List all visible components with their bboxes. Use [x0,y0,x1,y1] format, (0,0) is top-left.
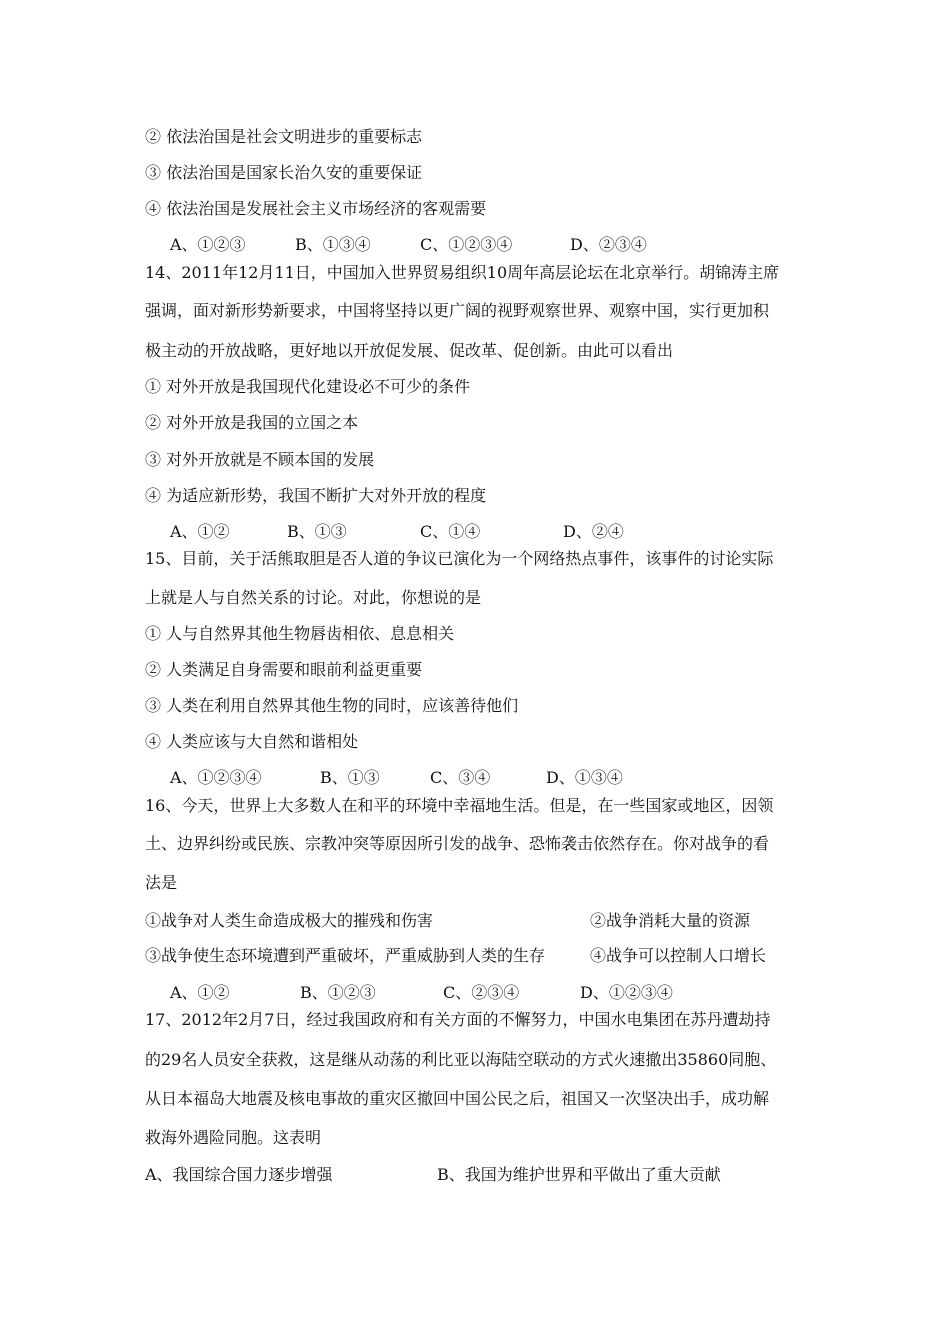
q13-item-2: ② 依法治国是社会文明进步的重要标志 [145,127,423,146]
q15-option-d: D、①③④ [546,768,623,787]
q14-item-3: ③ 对外开放就是不顾本国的发展 [145,450,375,469]
q13-option-b: B、①③④ [295,235,371,254]
q14-stem-line-3: 极主动的开放战略，更好地以开放促发展、促改革、促创新。由此可以看出 [145,341,674,360]
q14-option-b: B、①③ [287,522,347,541]
q15-option-b: B、①③ [320,768,380,787]
q13-option-d: D、②③④ [570,235,647,254]
q15-item-3: ③ 人类在利用自然界其他生物的同时，应该善待他们 [145,696,519,715]
q14-option-c: C、①④ [420,522,481,541]
q16-stem-line-1: 16、今天，世界上大多数人在和平的环境中幸福地生活。但是，在一些国家或地区，因领 [145,796,774,815]
q14-option-a: A、①② [170,522,230,541]
q15-item-1: ① 人与自然界其他生物唇齿相依、息息相关 [145,624,455,643]
q16-item-4: ④战争可以控制人口增长 [590,946,767,965]
q17-stem-line-4: 救海外遇险同胞。这表明 [145,1128,322,1147]
q14-option-d: D、②④ [563,522,624,541]
q14-item-2: ② 对外开放是我国的立国之本 [145,413,359,432]
q16-item-1: ①战争对人类生命造成极大的摧残和伤害 [145,911,434,930]
q16-option-c: C、②③④ [443,983,520,1002]
q13-item-3: ③ 依法治国是国家长治久安的重要保证 [145,163,423,182]
q14-stem-line-2: 强调，面对新形势新要求，中国将坚持以更广阔的视野观察世界、观察中国，实行更加积 [145,301,770,320]
q17-stem-line-2: 的29名人员安全获救，这是继从动荡的利比亚以海陆空联动的方式火速撤出35860同胞、 [145,1050,777,1069]
q15-option-c: C、③④ [430,768,491,787]
q17-option-a: A、我国综合国力逐步增强 [145,1165,333,1184]
q16-stem-line-2: 土、边界纠纷或民族、宗教冲突等原因所引发的战争、恐怖袭击依然存在。你对战争的看 [145,834,770,853]
q14-item-4: ④ 为适应新形势，我国不断扩大对外开放的程度 [145,486,487,505]
q15-item-4: ④ 人类应该与大自然和谐相处 [145,732,359,751]
q13-option-c: C、①②③④ [420,235,513,254]
q17-stem-line-1: 17、2012年2月7日，经过我国政府和有关方面的不懈努力，中国水电集团在苏丹遭劫持 [145,1010,771,1029]
q16-option-a: A、①② [170,983,230,1002]
q16-item-2: ②战争消耗大量的资源 [590,911,751,930]
q16-option-d: D、①②③④ [580,983,673,1002]
q15-stem-line-2: 上就是人与自然关系的讨论。对此，你想说的是 [145,588,482,607]
q16-option-b: B、①②③ [300,983,376,1002]
q16-item-3: ③战争使生态环境遭到严重破坏，严重威胁到人类的生存 [145,946,546,965]
q14-stem-line-1: 14、2011年12月11日，中国加入世界贸易组织10周年高层论坛在北京举行。胡锦涛主席 [145,263,780,282]
q15-item-2: ② 人类满足自身需要和眼前利益更重要 [145,660,423,679]
q15-option-a: A、①②③④ [170,768,262,787]
q15-stem-line-1: 15、目前，关于活熊取胆是否人道的争议已演化为一个网络热点事件，该事件的讨论实际 [145,549,774,568]
q14-item-1: ① 对外开放是我国现代化建设必不可少的条件 [145,377,471,396]
q16-stem-line-3: 法是 [145,873,178,892]
q17-option-b: B、我国为维护世界和平做出了重大贡献 [437,1165,721,1184]
q17-stem-line-3: 从日本福岛大地震及核电事故的重灾区撤回中国公民之后，祖国又一次坚决出手，成功解 [145,1089,770,1108]
q13-option-a: A、①②③ [170,235,246,254]
q13-item-4: ④ 依法治国是发展社会主义市场经济的客观需要 [145,199,487,218]
